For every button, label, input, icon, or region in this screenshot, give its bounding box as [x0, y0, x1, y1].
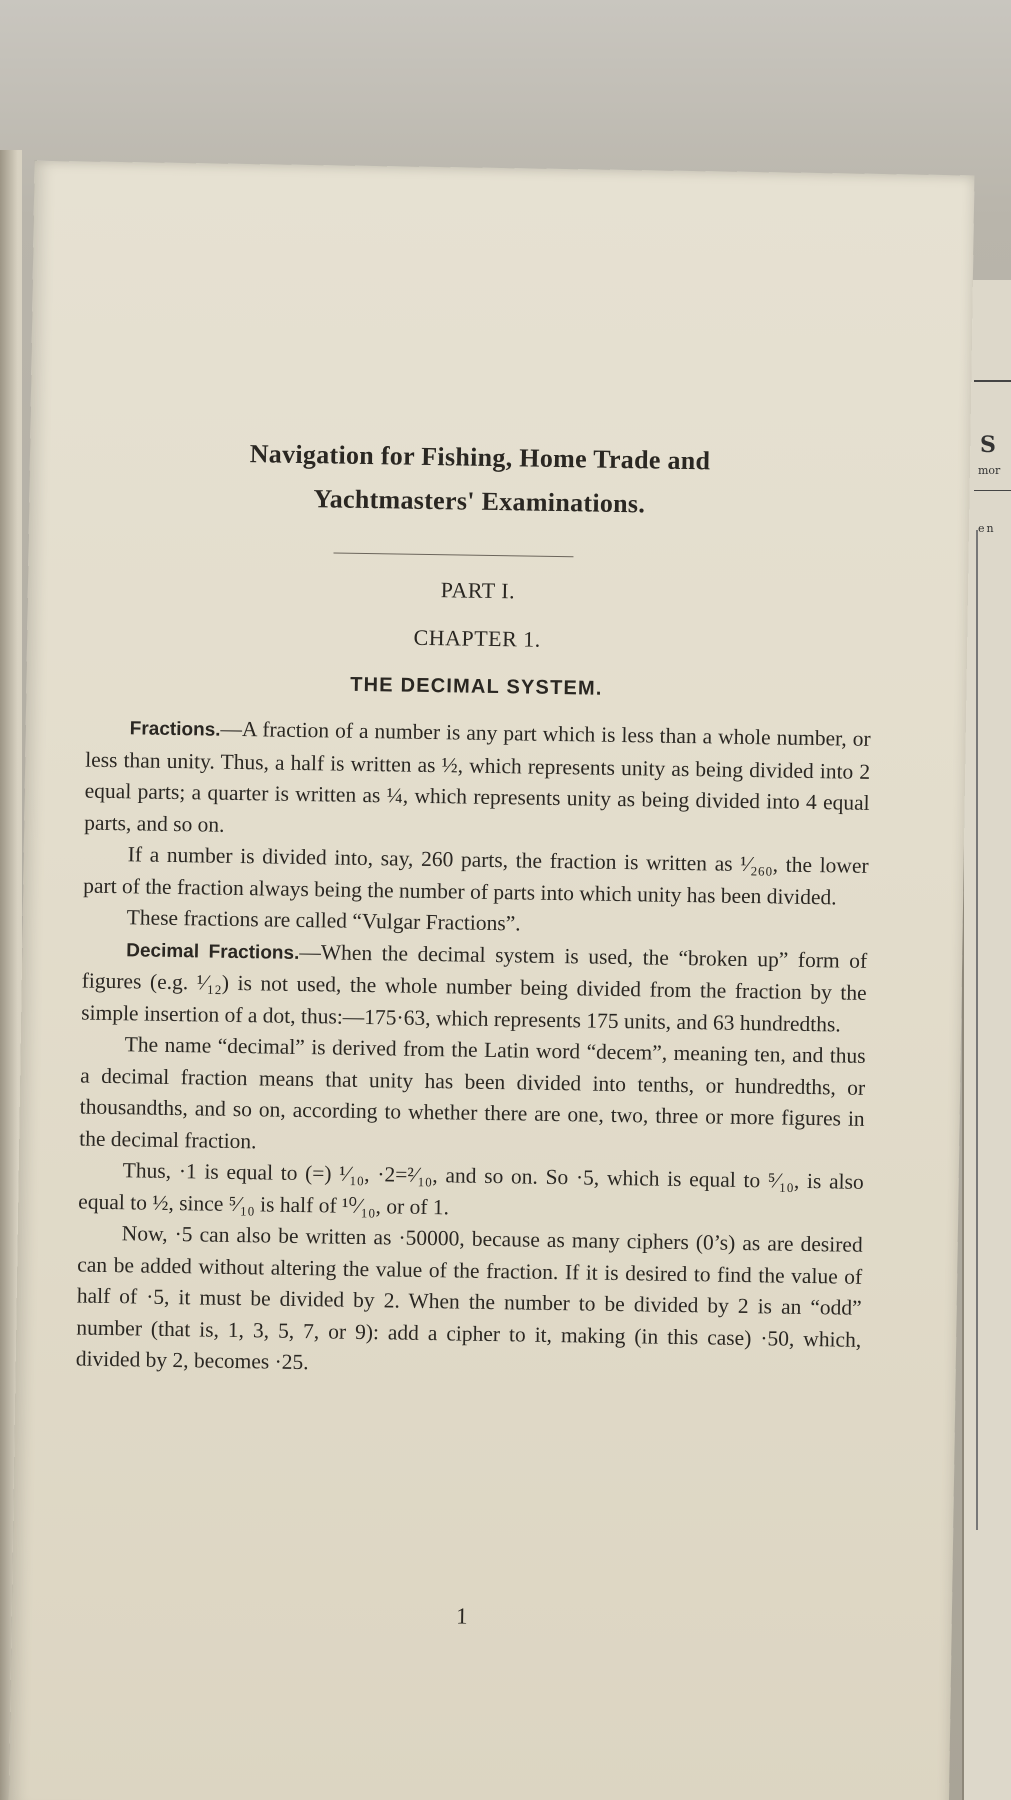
body-text	[76, 712, 871, 1388]
adjacent-page-column-line	[976, 530, 978, 1530]
run-in-heading: Fractions.	[129, 718, 221, 741]
part-heading: PART I.	[440, 577, 516, 604]
paragraph	[84, 712, 871, 851]
paragraph	[76, 1218, 863, 1388]
adjacent-page-fragment: en	[978, 522, 996, 535]
run-in-heading: Decimal Fractions.	[126, 939, 300, 964]
paragraph	[81, 933, 867, 1041]
paragraph-text: If a number is divided into, say, 260 parts, the fraction is written as ¹⁄₂₆₀, the lower part of the fraction always being the number of parts into which unity has been divided.	[83, 842, 869, 909]
adjacent-page-rule	[974, 490, 1011, 491]
paragraph-text: Thus, ·1 is equal to (=) ¹⁄₁₀, ·2=²⁄₁₀, and so on. So ·5, which is equal to ⁵⁄₁₀, is also equal to ½, since ⁵⁄₁₀ is half of ¹⁰⁄₁₀, or of 1.	[78, 1158, 864, 1219]
chapter-heading: CHAPTER 1.	[413, 624, 541, 652]
paragraph-text: —A fraction of a number is any part which is less than a whole number, or less than unity. Thus, a half is written as ½, which represents unity as being divided into 2 equal parts; a quarter is written as ¼, which represents unity as being divided into 4 equal parts, and so on.	[84, 716, 871, 837]
paragraph-text: These fractions are called “Vulgar Fractions”.	[126, 905, 521, 936]
title-divider	[333, 552, 573, 557]
paragraph-text: The name “decimal” is derived from the Latin word “decem”, meaning ten, and thus a decimal fraction means that unity has been divided into tenths, or hundredths, or thousandths, and so on, according to whether there are one, two, three or more figures in the decimal fraction.	[79, 1032, 866, 1153]
book-title-line: Yachtmasters' Examinations.	[313, 484, 646, 519]
paragraph-text: Now, ·5 can also be written as ·50000, because as many ciphers (0’s) as are desired can be added without altering the value of the fraction. If it is desired to find the value of half of ·5, it must be divided by 2. When the number to be divided by 2 is an “odd” number (that is, 1, 3, 5, 7, or 9): add a cipher to it, making (in this case) ·50, which, divided by 2, becomes ·25.	[75, 1221, 863, 1375]
adjacent-page-fragment: mor	[978, 464, 1001, 477]
paragraph-text: —When the decimal system is used, the “broken up” form of figures (e.g. ¹⁄₁₂) is not used, the whole number being divided from the fraction by the simple insertion of a dot, thus:—175·63, which represents 175 units, and 63 hundredths.	[81, 939, 868, 1036]
adjacent-page-rule	[974, 380, 1011, 382]
adjacent-page-fragment: S	[980, 432, 996, 458]
paragraph	[79, 1029, 866, 1167]
adjacent-right-page	[962, 280, 1011, 1800]
page-number: 1	[455, 1603, 468, 1629]
book-title-line: Navigation for Fishing, Home Trade and	[249, 439, 711, 476]
book-page	[9, 161, 975, 1800]
section-heading: THE DECIMAL SYSTEM.	[350, 673, 603, 700]
book-title	[139, 430, 820, 529]
